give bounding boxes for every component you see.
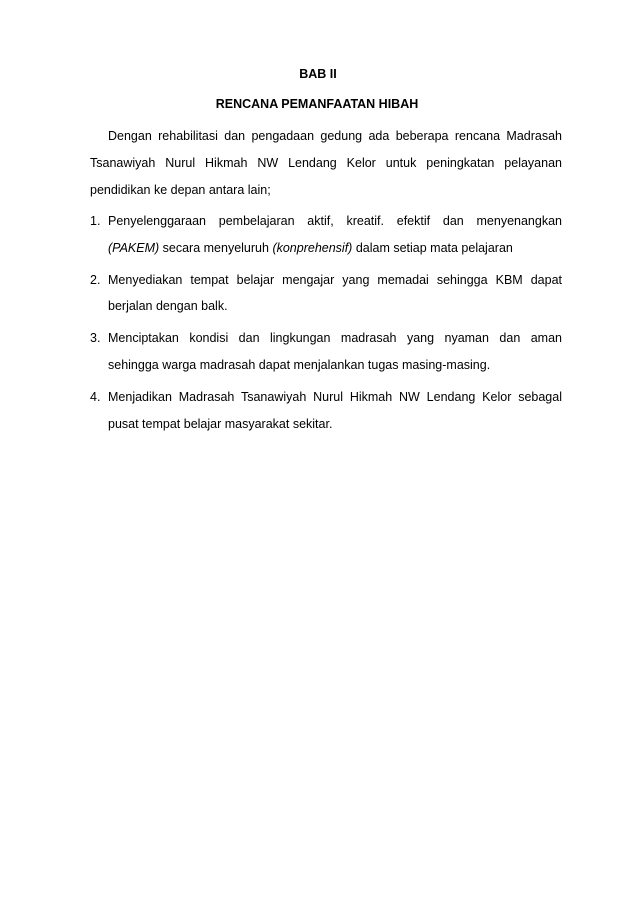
list-item-line: Menyediakan tempat belajar mengajar yang memadai sehingga KBM dapat: [108, 273, 562, 287]
list-item-number: 3.: [90, 331, 101, 345]
list-item-number: 1.: [90, 214, 101, 228]
chapter-heading: BAB II: [299, 67, 337, 81]
list-item-line: [108, 240, 562, 256]
list-item-line: Menciptakan kondisi dan lingkungan madrasah yang nyaman dan aman: [108, 331, 562, 345]
list-item-line: Penyelenggaraan pembelajaran aktif, kreatif. efektif dan menyenangkan: [108, 214, 562, 228]
intro-line-1: Dengan rehabilitasi dan pengadaan gedung ada beberapa rencana Madrasah: [108, 129, 562, 143]
list-item-line: Menjadikan Madrasah Tsanawiyah Nurul Hikmah NW Lendang Kelor sebagal: [108, 390, 562, 404]
list-item-line: berjalan dengan balk.: [108, 299, 228, 313]
list-item-line: sehingga warga madrasah dapat menjalankan tugas masing-masing.: [108, 358, 491, 372]
list-item-line: pusat tempat belajar masyarakat sekitar.: [108, 417, 333, 431]
list-item-text: dalam setiap mata pelajaran: [352, 241, 513, 255]
section-title: RENCANA PEMANFAATAN HIBAH: [215, 97, 419, 111]
italic-term: (konprehensif): [272, 241, 353, 255]
italic-term: (PAKEM): [108, 241, 160, 255]
intro-line-2: Tsanawiyah Nurul Hikmah NW Lendang Kelor untuk peningkatan pelayanan: [90, 156, 562, 170]
list-item-number: 2.: [90, 273, 101, 287]
list-item-number: 4.: [90, 390, 101, 404]
list-item-text: secara menyeluruh: [159, 241, 273, 255]
intro-line-3: pendidikan ke depan antara lain;: [90, 183, 271, 197]
